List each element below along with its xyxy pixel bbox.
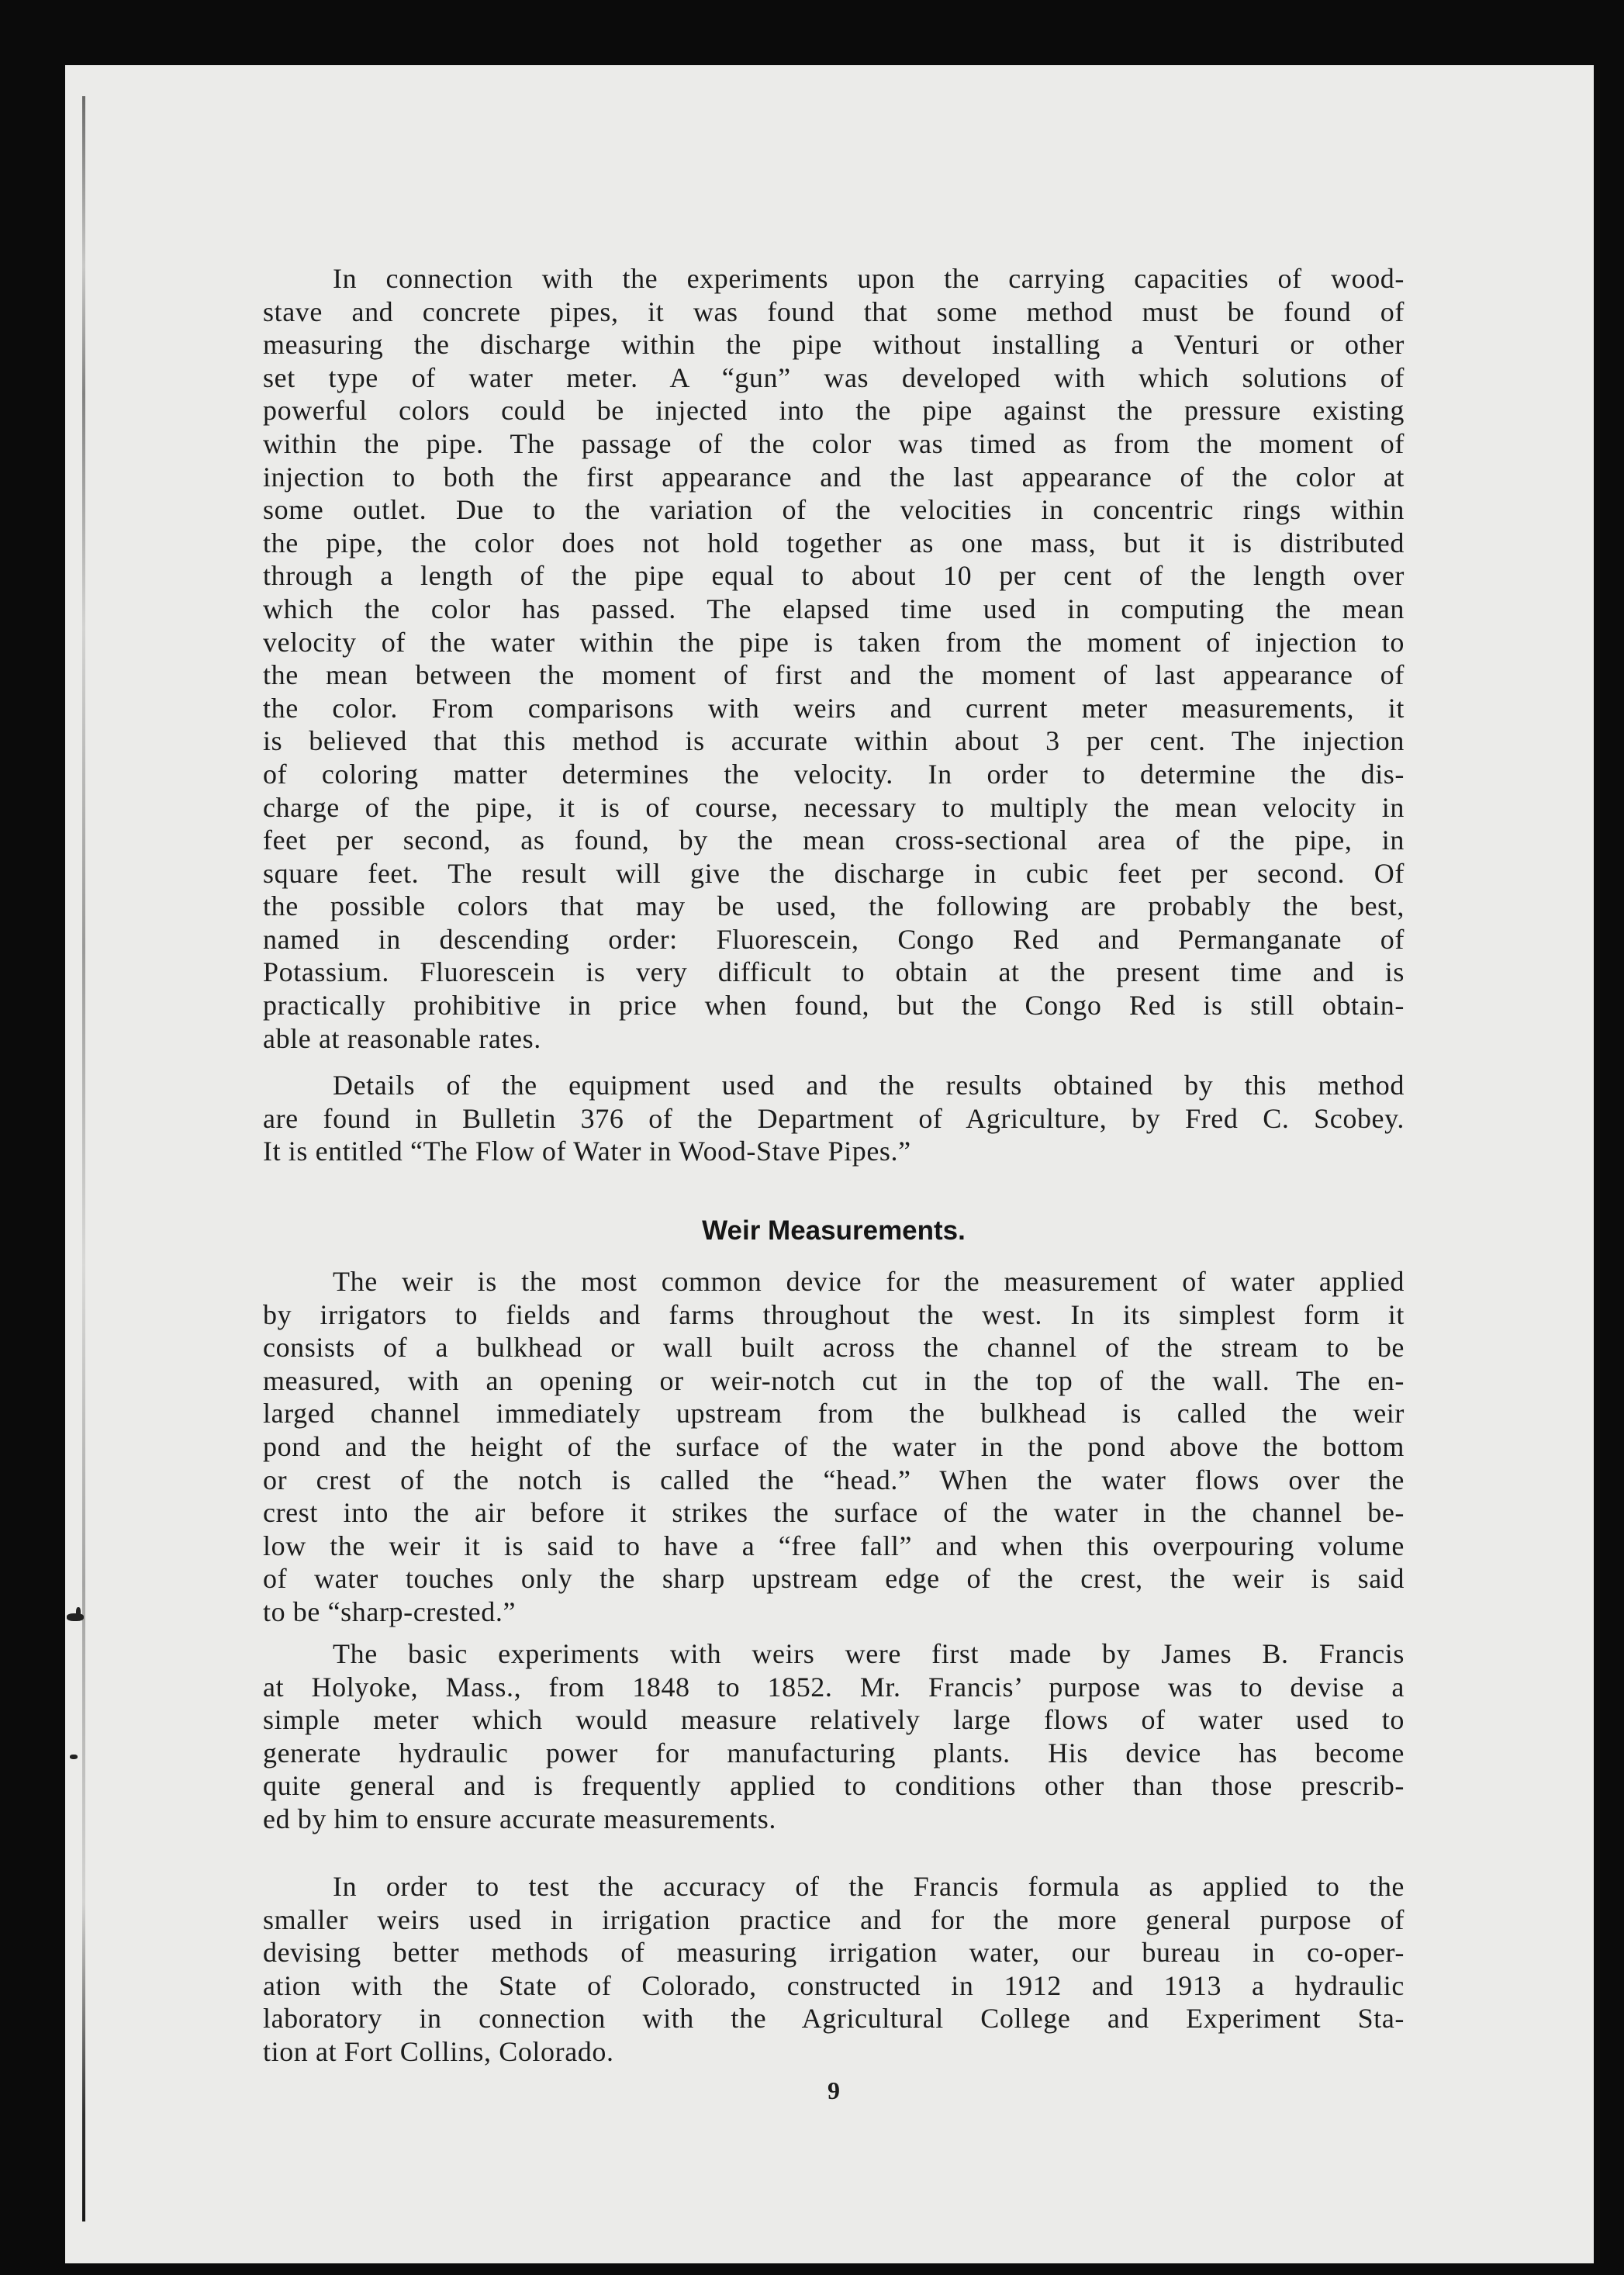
text-line: of water touches only the sharp upstream edge of the crest, the weir is said (263, 1563, 1405, 1595)
text-line: The weir is the most common device for the measurement of water applied (333, 1266, 1405, 1297)
text-line: powerful colors could be injected into the pipe against the pressure existing (263, 395, 1405, 427)
text-line: charge of the pipe, it is of course, necessary to multiply the mean velocity in (263, 791, 1405, 823)
text-line: through a length of the pipe equal to about 10 per cent of the length over (263, 560, 1405, 592)
text-line: or crest of the notch is called the “head.” When the water flows over the (263, 1464, 1405, 1495)
text-line: velocity of the water within the pipe is taken from the moment of injection to (263, 626, 1405, 658)
text-line: square feet. The result will give the discharge in cubic feet per second. Of (263, 857, 1405, 889)
paragraph (263, 1069, 1405, 1168)
paragraph (263, 1265, 1405, 1629)
text-line: measured, with an opening or weir-notch cut in the top of the wall. The en- (263, 1364, 1405, 1396)
page-number: 9 (828, 2076, 840, 2104)
text-line: the color. From comparisons with weirs and current meter measurements, it (263, 692, 1405, 724)
text-line: practically prohibitive in price when found, but the Congo Red is still obtain- (263, 990, 1405, 1022)
scan-mark (67, 1613, 84, 1621)
binding-shadow (82, 96, 85, 2221)
paragraph (263, 262, 1405, 1055)
text-line: ation with the State of Colorado, constructed in 1912 and 1913 a hydraulic (263, 1969, 1405, 2001)
text-line: tion at Fort Collins, Colorado. (263, 2035, 614, 2067)
text-line: the possible colors that may be used, the following are probably the best, (263, 890, 1405, 922)
text-line: laboratory in connection with the Agricultural College and Experiment Sta- (263, 2003, 1405, 2035)
text-line: injection to both the first appearance and the last appearance of the color at (263, 461, 1405, 493)
text-line: named in descending order: Fluorescein, Congo Red and Permanganate of (263, 923, 1405, 955)
text-line: larged channel immediately upstream from the bulkhead is called the weir (263, 1398, 1405, 1430)
text-line: by irrigators to fields and farms throughout the west. In its simplest form it (263, 1298, 1405, 1330)
text-line: some outlet. Due to the variation of the velocities in concentric rings within (263, 494, 1405, 526)
text-line: able at reasonable rates. (263, 1022, 541, 1054)
document-page (65, 65, 1594, 2263)
text-line: devising better methods of measuring irrigation water, our bureau in co-oper- (263, 1937, 1405, 1969)
text-line: within the pipe. The passage of the color was timed as from the moment of (263, 427, 1405, 459)
text-line: feet per second, as found, by the mean cross-sectional area of the pipe, in (263, 825, 1405, 856)
text-line: set type of water meter. A “gun” was developed with which solutions of (263, 361, 1405, 393)
text-line: stave and concrete pipes, it was found that some method must be found of (263, 296, 1405, 327)
text-line: smaller weirs used in irrigation practice and for the more general purpose of (263, 1903, 1405, 1935)
text-line: are found in Bulletin 376 of the Department of Agriculture, by Fred C. Scobey. (263, 1102, 1405, 1134)
text-line: ed by him to ensure accurate measurements. (263, 1803, 776, 1834)
text-line: of coloring matter determines the velocity. In order to determine the dis- (263, 758, 1405, 790)
scan-mark (76, 1607, 81, 1618)
text-line: at Holyoke, Mass., from 1848 to 1852. Mr. Francis’ purpose was to devise a (263, 1671, 1405, 1703)
text-line: which the color has passed. The elapsed time used in computing the mean (263, 593, 1405, 624)
text-line: measuring the discharge within the pipe without installing a Venturi or other (263, 329, 1405, 361)
text-line: The basic experiments with weirs were first made by James B. Francis (333, 1638, 1405, 1669)
text-line: the pipe, the color does not hold together as one mass, but it is distributed (263, 527, 1405, 558)
text-line: low the weir it is said to have a “free fall” and when this overpouring volume (263, 1530, 1405, 1561)
text-line: In connection with the experiments upon the carrying capacities of wood- (333, 263, 1405, 294)
text-line: Potassium. Fluorescein is very difficult to obtain at the present time and is (263, 956, 1405, 988)
paragraph (263, 1870, 1405, 2069)
text-line: pond and the height of the surface of the water in the pond above the bottom (263, 1430, 1405, 1462)
text-line: is believed that this method is accurate within about 3 per cent. The injection (263, 725, 1405, 757)
text-line: In order to test the accuracy of the Francis formula as applied to the (333, 1871, 1405, 1902)
text-line: to be “sharp-crested.” (263, 1596, 517, 1627)
section-heading: Weir Measurements. (702, 1215, 966, 1246)
text-line: the mean between the moment of first and the moment of last appearance of (263, 659, 1405, 691)
text-line: Details of the equipment used and the results obtained by this method (333, 1070, 1405, 1101)
text-line: simple meter which would measure relatively large flows of water used to (263, 1704, 1405, 1736)
text-line: It is entitled “The Flow of Water in Wood-Stave Pipes.” (263, 1136, 911, 1167)
scan-mark (70, 1755, 78, 1759)
text-line: crest into the air before it strikes the surface of the water in the channel be- (263, 1497, 1405, 1529)
text-line: consists of a bulkhead or wall built across the channel of the stream to be (263, 1332, 1405, 1364)
text-line: generate hydraulic power for manufacturing plants. His device has become (263, 1737, 1405, 1768)
text-line: quite general and is frequently applied to conditions other than those prescrib- (263, 1770, 1405, 1802)
paragraph (263, 1637, 1405, 1836)
